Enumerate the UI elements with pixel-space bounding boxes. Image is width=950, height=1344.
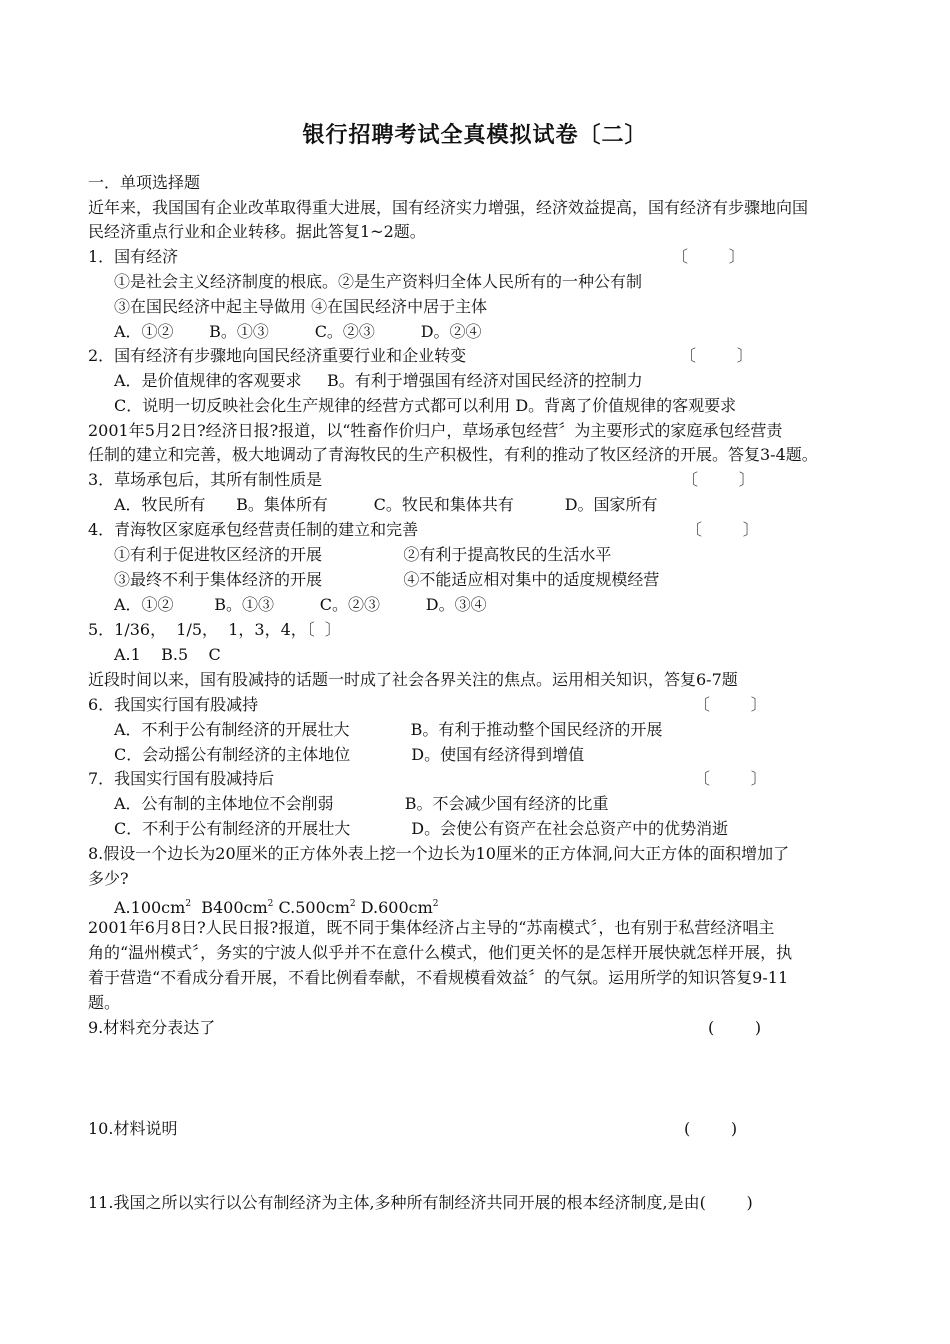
intro-line: 题。 <box>88 993 121 1012</box>
question-stem: 3．草场承包后，其所有制性质是 <box>88 470 323 489</box>
answer-bracket: 〔 〕 <box>694 695 767 714</box>
option-a: A.100cm <box>114 898 186 917</box>
intro-line: 角的“温州模式〞，务实的宁波人似乎并不在意什么模式，他们更关怀的是怎样开展快就怎样开展，执 <box>88 943 793 962</box>
page-title: 银行招聘考试全真模拟试卷〔二〕 <box>302 123 648 148</box>
question-stem: 4．青海牧区家庭承包经营责任制的建立和完善 <box>88 520 419 539</box>
section-heading: 一．单项选择题 <box>88 173 201 192</box>
question-line: A．不利于公有制经济的开展壮大 B。有利于推动整个国民经济的开展 <box>114 720 663 739</box>
question-stem: 8.假设一个边长为20厘米的正方体外表上挖一个边长为10厘米的正方体洞,问大正方体的面积增加了 <box>88 844 790 863</box>
question-stem: 多少? <box>88 869 129 888</box>
unit-exponent: 2 <box>349 899 356 909</box>
question-stem: 5．1/36， 1/5， 1，3，4，〔 〕 <box>88 620 341 639</box>
question-line: A．是价值规律的客观要求 B。有利于增强国有经济对国民经济的控制力 <box>114 371 643 390</box>
answer-bracket: 〔 〕 <box>682 470 755 489</box>
question-stem: 9.材料充分表达了 <box>88 1018 216 1037</box>
option-d: D.600cm <box>360 898 433 917</box>
question-options: A．牧民所有 B。集体所有 C。牧民和集体共有 D。国家所有 <box>114 495 658 514</box>
question-line: ①是社会主义经济制度的根底。②是生产资料归全体人民所有的一种公有制 <box>114 272 643 291</box>
question-line: C．不利于公有制经济的开展壮大 D。会使公有资产在社会总资产中的优势消逝 <box>114 819 729 838</box>
question-stem: 1．国有经济 <box>88 247 179 266</box>
question-stem: 2．国有经济有步骤地向国民经济重要行业和企业转变 <box>88 346 467 365</box>
unit-exponent: 2 <box>432 899 439 909</box>
question-line: C．会动摇公有制经济的主体地位 D。使国有经济得到增值 <box>114 745 585 764</box>
answer-bracket: 〔 〕 <box>672 247 745 266</box>
question-stem: 10.材料说明 <box>88 1119 178 1138</box>
question-line: A．公有制的主体地位不会削弱 B。不会减少国有经济的比重 <box>114 794 609 813</box>
option-b: B400cm <box>201 898 268 917</box>
question-stem: 11.我国之所以实行以公有制经济为主体,多种所有制经济共同开展的根本经济制度,是由( ) <box>88 1193 753 1212</box>
answer-bracket: 〔 〕 <box>694 769 767 788</box>
intro-line: 民经济重点行业和企业转移。据此答复1~2题。 <box>88 222 426 241</box>
answer-bracket: 〔 〕 <box>686 520 759 539</box>
intro-line: 着于营造“不看成分看开展，不看比例看奉献，不看规模看效益〞的气氛。运用所学的知识答复9-11 <box>88 968 789 987</box>
question-options <box>114 893 439 919</box>
question-stem: 7．我国实行国有股减持后 <box>88 769 275 788</box>
intro-line: 任制的建立和完善，极大地调动了青海牧民的生产积极性，有利的推动了牧区经济的开展。答复3-4题。 <box>88 445 818 464</box>
question-stem: 6．我国实行国有股减持 <box>88 695 259 714</box>
question-line: C．说明一切反映社会化生产规律的经营方式都可以利用 D。背离了价值规律的客观要求 <box>114 396 737 415</box>
answer-bracket: 〔 〕 <box>680 346 753 365</box>
answer-bracket: ( ) <box>708 1018 762 1037</box>
intro-line: 近年来，我国国有企业改革取得重大进展，国有经济实力增强，经济效益提高，国有经济有步骤地向国 <box>88 198 809 217</box>
intro-line: 2001年6月8日?人民日报?报道，既不同于集体经济占主导的“苏南模式〞，也有别于私营经济唱主 <box>88 918 775 937</box>
question-line: ①有利于促进牧区经济的开展 ②有利于提高牧民的生活水平 <box>114 545 612 564</box>
question-options: A．①② B。①③ C。②③ D。②④ <box>114 322 482 341</box>
unit-exponent: 2 <box>267 899 274 909</box>
unit-exponent: 2 <box>185 899 192 909</box>
intro-line: 近段时间以来，国有股减持的话题一时成了社会各界关注的焦点。运用相关知识，答复6-7题 <box>88 670 738 689</box>
question-options: A．①② B。①③ C。②③ D。③④ <box>114 595 487 614</box>
option-c: C.500cm <box>278 898 350 917</box>
intro-line: 2001年5月2日?经济日报?报道，以“牲畜作价归户，草场承包经营〞为主要形式的家庭承包经营责 <box>88 421 783 440</box>
question-line: ③在国民经济中起主导做用 ④在国民经济中居于主体 <box>114 297 488 316</box>
question-line: ③最终不利于集体经济的开展 ④不能适应相对集中的适度规模经营 <box>114 570 660 589</box>
answer-bracket: ( ) <box>684 1119 738 1138</box>
question-options: A.1 B.5 C <box>114 645 221 664</box>
